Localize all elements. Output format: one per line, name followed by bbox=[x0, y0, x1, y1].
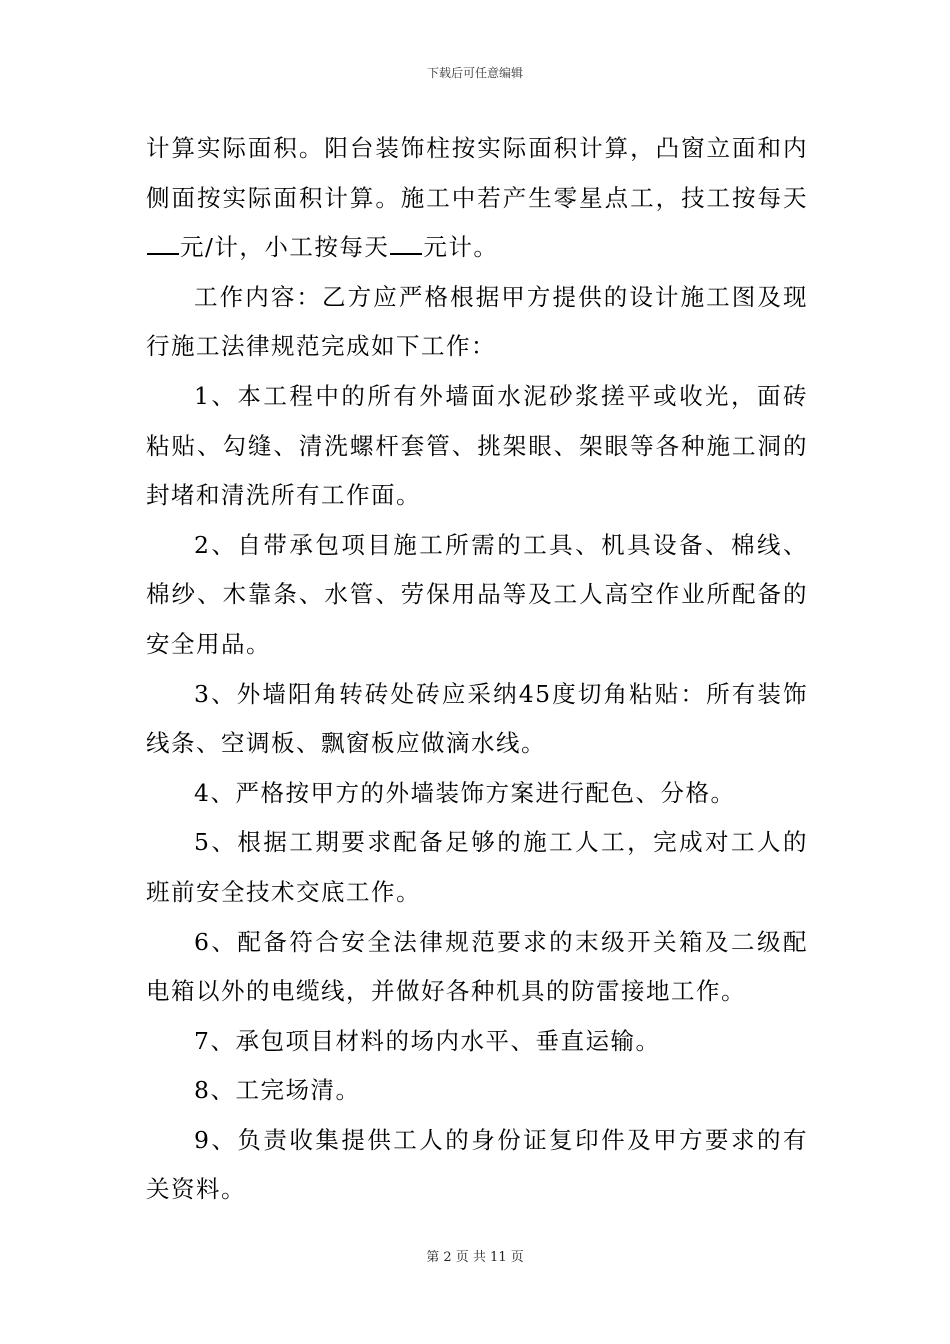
blank-line bbox=[390, 229, 422, 255]
list-item: 3、外墙阳角转砖处砖应采纳45度切角粘贴：所有装饰线条、空调板、飘窗板应做滴水线。 bbox=[146, 679, 808, 758]
page-header: 下载后可任意编辑 bbox=[426, 66, 523, 80]
paragraph-pricing-text-2: 元/计，小工按每天 bbox=[180, 233, 390, 262]
paragraph-pricing bbox=[146, 124, 808, 273]
list-item: 8、工完场清。 bbox=[194, 1076, 361, 1105]
paragraph-work-content: 工作内容：乙方应严格根据甲方提供的设计施工图及现行施工法律规范完成如下工作： bbox=[146, 282, 808, 361]
paragraph-pricing-text-3: 元计。 bbox=[423, 233, 499, 262]
list-item: 5、根据工期要求配备足够的施工人工，完成对工人的班前安全技术交底工作。 bbox=[146, 828, 808, 906]
list-item: 2、自带承包项目施工所需的工具、机具设备、棉线、棉纱、木靠条、水管、劳保用品等及工人高空作业所配备的安全用品。 bbox=[146, 530, 808, 658]
page-footer: 第 2 页 共 11 页 bbox=[426, 1250, 524, 1265]
list-item: 7、承包项目材料的场内水平、垂直运输。 bbox=[194, 1026, 661, 1055]
list-item: 1、本工程中的所有外墙面水泥砂浆搓平或收光，面砖粘贴、勾缝、清洗螺杆套管、挑架眼、架眼等各种施工洞的封堵和清洗所有工作面。 bbox=[146, 381, 808, 510]
blank-line bbox=[147, 229, 179, 255]
list-item: 9、负责收集提供工人的身份证复印件及甲方要求的有关资料。 bbox=[146, 1125, 808, 1204]
list-item: 6、配备符合安全法律规范要求的末级开关箱及二级配电箱以外的电缆线，并做好各种机具的防雷接地工作。 bbox=[146, 927, 808, 1006]
paragraph-pricing-text-1: 计算实际面积。阳台装饰柱按实际面积计算，凸窗立面和内侧面按实际面积计算。施工中若产生零星点工，技工按每天 bbox=[146, 134, 808, 212]
list-item: 4、严格按甲方的外墙装饰方案进行配色、分格。 bbox=[194, 778, 736, 807]
document-body bbox=[146, 124, 808, 1215]
